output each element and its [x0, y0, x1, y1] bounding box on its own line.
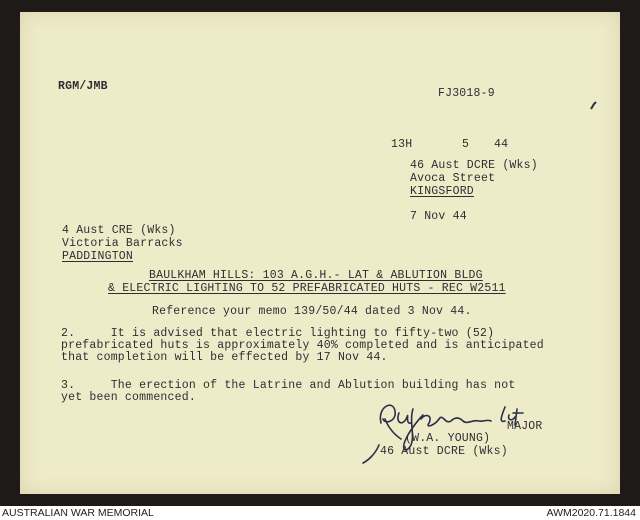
file-reference: FJ3018-9 — [438, 87, 495, 100]
sender-line-3: KINGSFORD — [410, 185, 474, 198]
sender-line-2: Avoca Street — [410, 172, 496, 185]
ink-mark — [588, 100, 600, 112]
reference-line: Reference your memo 139/50/44 dated 3 Nov 44. — [152, 305, 472, 318]
recipient-line-2: Victoria Barracks — [62, 237, 183, 250]
paragraph-3-line-2: yet been commenced. — [61, 391, 196, 404]
paragraph-2-line-1: 2. It is advised that electric lighting to fifty-two (52) — [61, 327, 495, 340]
letter-date: 7 Nov 44 — [410, 210, 467, 223]
footer-accession-number: AWM2020.71.1844 — [546, 507, 636, 519]
code-44: 44 — [494, 138, 509, 151]
recipient-line-1: 4 Aust CRE (Wks) — [62, 224, 176, 237]
signatory-name: (W.A. YOUNG) — [405, 432, 491, 445]
code-5: 5 — [462, 138, 470, 151]
sender-line-1: 46 Aust DCRE (Wks) — [410, 159, 538, 172]
subject-line-1: BAULKHAM HILLS: 103 A.G.H.- LAT & ABLUTION BLDG — [149, 269, 483, 282]
code-13h: 13H — [391, 138, 413, 151]
handwritten-signature — [355, 395, 545, 465]
initials: RGM/JMB — [58, 80, 108, 93]
recipient-line-3: PADDINGTON — [62, 250, 134, 263]
footer-credit: AUSTRALIAN WAR MEMORIAL — [2, 507, 154, 519]
paragraph-3-line-1: 3. The erection of the Latrine and Ablution building has not — [61, 379, 516, 392]
subject-line-2: & ELECTRIC LIGHTING TO 52 PREFABRICATED HUTS - REC W2511 — [108, 282, 506, 295]
paragraph-2-line-2: prefabricated huts is approximately 40% completed and is anticipated — [61, 339, 544, 352]
signatory-rank: MAJOR — [507, 420, 543, 433]
paragraph-2-line-3: that completion will be effected by 17 Nov 44. — [61, 351, 388, 364]
signatory-unit: 46 Aust DCRE (Wks) — [380, 445, 508, 458]
